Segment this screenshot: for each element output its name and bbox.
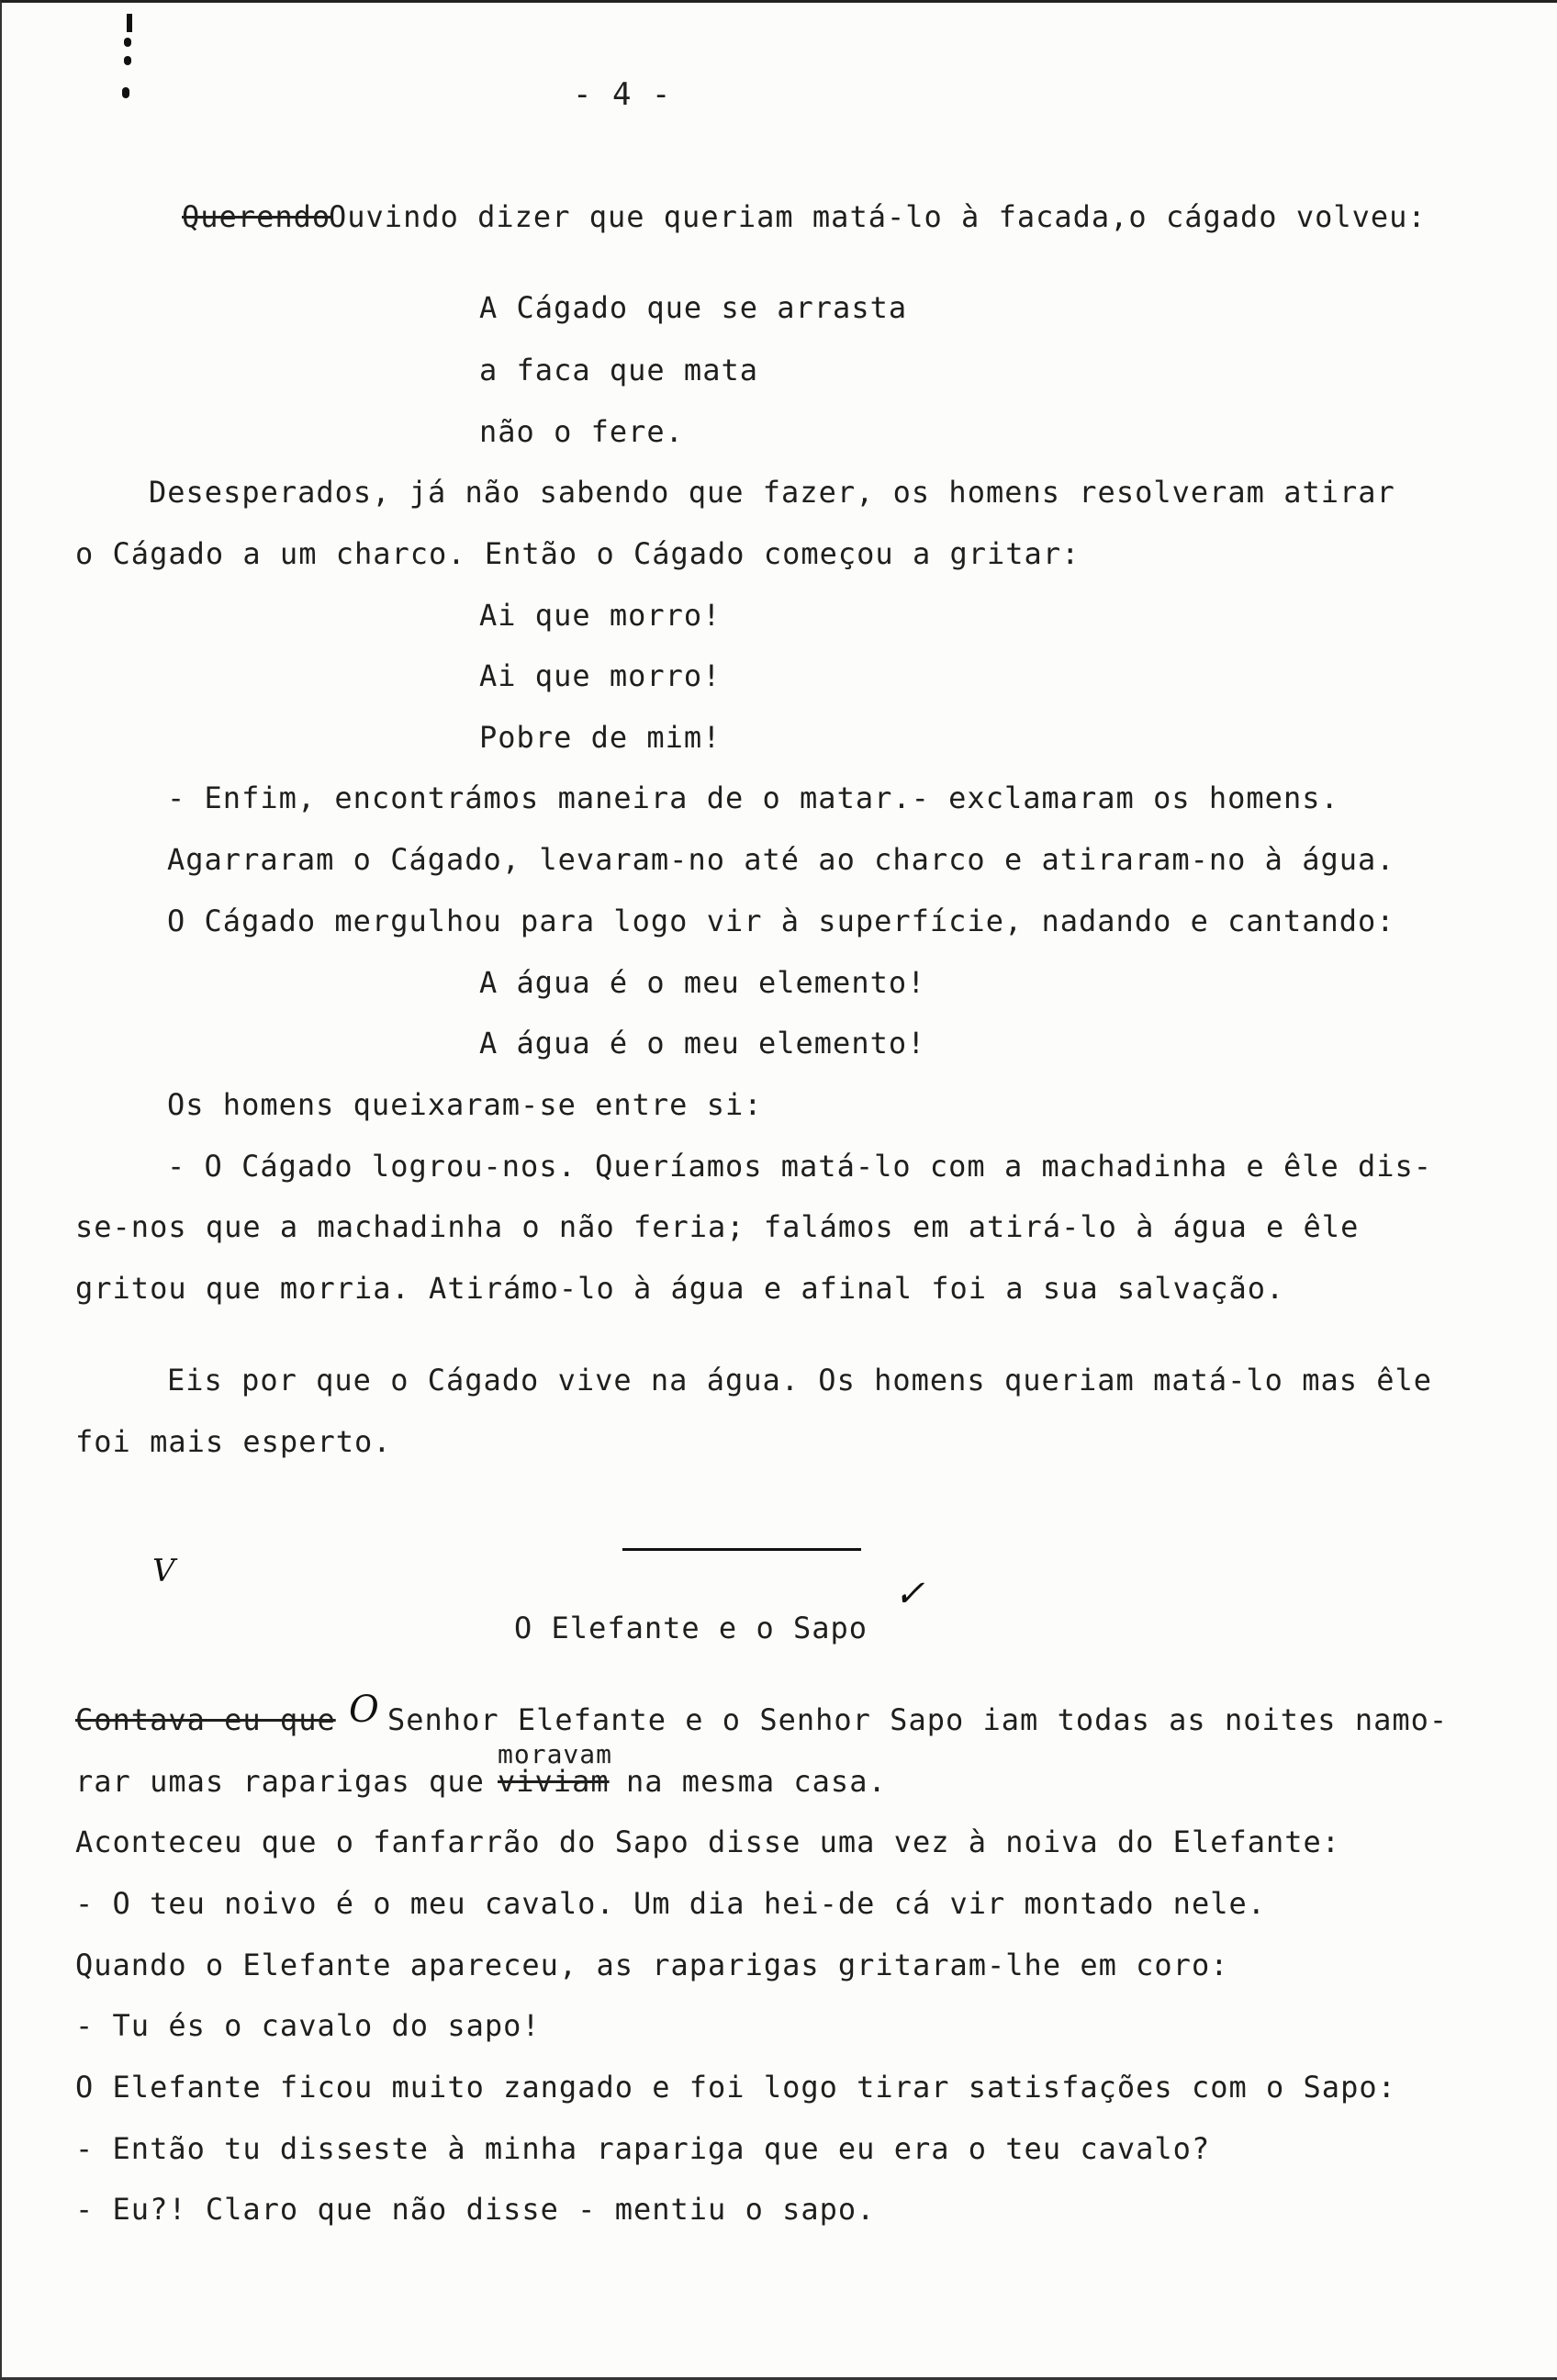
paragraph-line: - O teu noivo é o meu cavalo. Um dia hei-de cá vir montado nele. bbox=[75, 1886, 1266, 1921]
inserted-word: moravam bbox=[498, 1739, 613, 1769]
paragraph-line: Aconteceu que o fanfarrão do Sapo disse uma vez à noiva do Elefante: bbox=[75, 1824, 1341, 1859]
paragraph-line: se-nos que a machadinha o não feria; falámos em atirá-lo à água e êle bbox=[75, 1209, 1360, 1244]
verse-line: a faca que mata bbox=[479, 353, 758, 387]
punch-mark bbox=[122, 87, 129, 98]
handwritten-capital-o: O bbox=[349, 1689, 379, 1731]
paragraph-line: Eis por que o Cágado vive na água. Os homens queriam matá-lo mas êle bbox=[167, 1363, 1433, 1398]
paragraph-line: foi mais esperto. bbox=[75, 1424, 392, 1459]
verse-line: Ai que morro! bbox=[479, 598, 722, 633]
verse-line: A água é o meu elemento! bbox=[479, 1026, 926, 1061]
paragraph-line: Os homens queixaram-se entre si: bbox=[167, 1087, 763, 1122]
handwritten-checkmark: ✓ bbox=[894, 1573, 925, 1615]
paragraph-line: o Cágado a um charco. Então o Cágado começou a gritar: bbox=[75, 536, 1081, 571]
verse-line: não o fere. bbox=[479, 414, 684, 449]
paragraph-line: Quando o Elefante apareceu, as raparigas gritaram-lhe em coro: bbox=[75, 1948, 1229, 1982]
paragraph-line: Ouvindo dizer que queriam matá-lo à facada,o cágado volveu: bbox=[329, 199, 1427, 234]
verse-line: Ai que morro! bbox=[479, 658, 722, 693]
paragraph-line: - Eu?! Claro que não disse - mentiu o sapo. bbox=[75, 2192, 876, 2227]
paragraph-line: na mesma casa. bbox=[626, 1764, 887, 1799]
paragraph-line: - O Cágado logrou-nos. Queríamos matá-lo com a machadinha e êle dis- bbox=[167, 1149, 1433, 1184]
punch-mark bbox=[127, 14, 132, 32]
page-number: - 4 - bbox=[573, 76, 672, 113]
paragraph-line: rar umas raparigas que bbox=[75, 1764, 485, 1799]
paragraph-line: Desesperados, já não sabendo que fazer, os homens resolveram atirar bbox=[149, 475, 1395, 510]
crossed-out-word: viviam bbox=[498, 1764, 610, 1799]
paragraph-line: - Então tu disseste à minha rapariga que eu era o teu cavalo? bbox=[75, 2131, 1211, 2166]
section-separator bbox=[622, 1548, 861, 1551]
verse-line: A Cágado que se arrasta bbox=[479, 290, 908, 325]
crossed-out-phrase: Contava eu que bbox=[75, 1702, 336, 1737]
handwritten-v-mark: V bbox=[152, 1553, 175, 1589]
paragraph-line: Agarraram o Cágado, levaram-no até ao charco e atiraram-no à água. bbox=[167, 842, 1395, 877]
verse-line: A água é o meu elemento! bbox=[479, 965, 926, 1000]
paragraph-line: O Elefante ficou muito zangado e foi logo tirar satisfações com o Sapo: bbox=[75, 2070, 1396, 2105]
paragraph-line: Senhor Elefante e o Senhor Sapo iam todas as noites namo- bbox=[387, 1702, 1449, 1737]
punch-mark bbox=[124, 56, 131, 65]
verse-line: Pobre de mim! bbox=[479, 720, 722, 755]
paragraph-line: O Cágado mergulhou para logo vir à superfície, nadando e cantando: bbox=[167, 904, 1395, 938]
paragraph-line: - Enfim, encontrámos maneira de o matar.- exclamaram os homens. bbox=[167, 780, 1339, 815]
paragraph-line: - Tu és o cavalo do sapo! bbox=[75, 2008, 541, 2043]
story-title: O Elefante e o Sapo bbox=[514, 1611, 868, 1645]
crossed-out-word: Querendo bbox=[182, 199, 331, 234]
paragraph-line: gritou que morria. Atirámo-lo à água e afinal foi a sua salvação. bbox=[75, 1271, 1285, 1306]
punch-mark bbox=[124, 38, 131, 47]
